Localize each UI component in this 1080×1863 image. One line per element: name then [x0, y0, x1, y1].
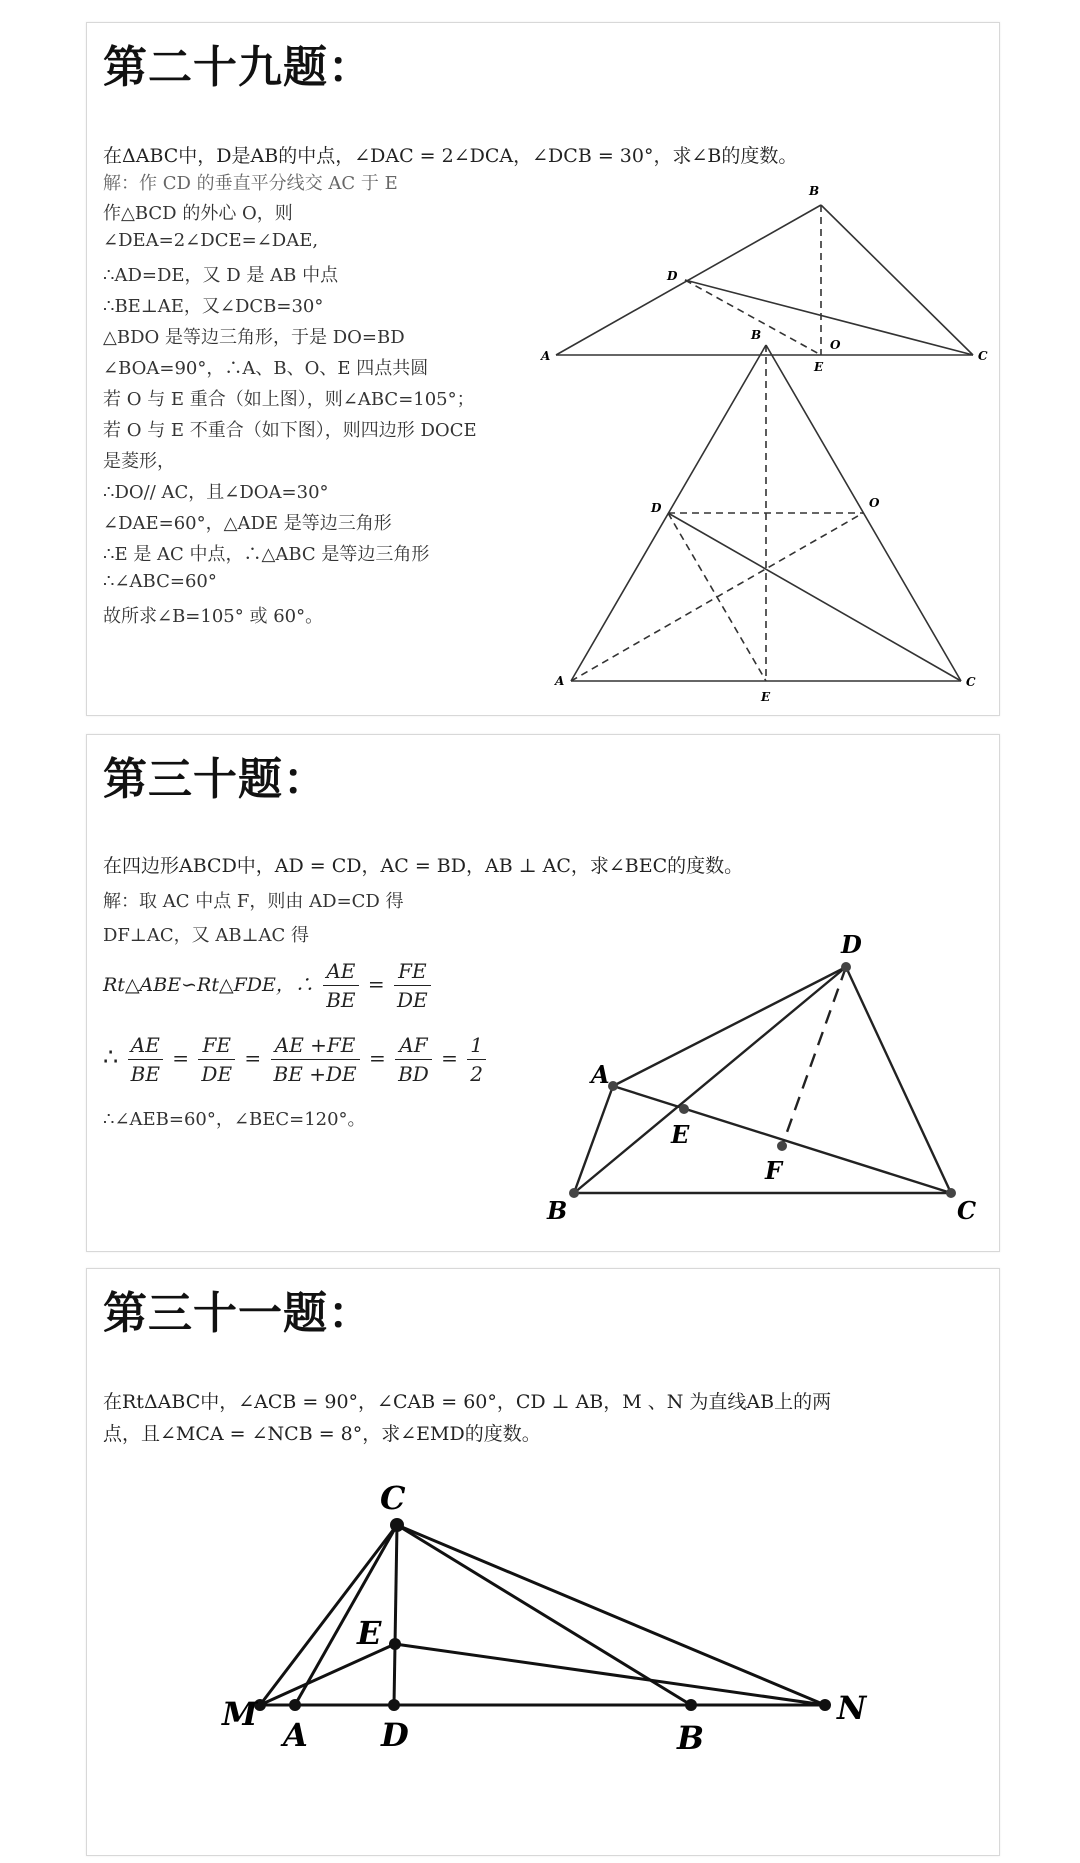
p29-solution-line-8: 若 O 与 E 重合（如上图），则∠ABC=105°； — [103, 389, 475, 410]
p29-f1-label-b: B — [809, 184, 820, 198]
p29-solution-line-6: △BDO 是等边三角形，于是 DO=BD — [103, 327, 405, 348]
p31-point-a — [289, 1699, 301, 1711]
p29-solution-line-2: 作△BCD 的外心 O，则 — [103, 203, 293, 224]
p31-label-e: E — [357, 1614, 382, 1652]
p31-point-c — [390, 1518, 404, 1532]
p29-f1-label-d: D — [667, 269, 678, 283]
p30-point-c — [946, 1188, 956, 1198]
p30-solution-line-2: DF⊥AC，又 AB⊥AC 得 — [103, 925, 309, 946]
p29-f2-label-a: A — [555, 674, 565, 688]
p29-f1-segment-bc — [821, 205, 973, 355]
p31-figure — [87, 1269, 999, 1855]
p30-equals: = — [441, 1046, 458, 1070]
p31-segment-cd — [394, 1525, 397, 1705]
p29-f1-segment-dc — [685, 280, 973, 355]
problem-31-card — [86, 1268, 1000, 1856]
p29-f1-label-o: O — [830, 338, 841, 352]
p29-f2-label-o: O — [869, 496, 880, 510]
problem-30-card — [86, 734, 1000, 1252]
p30-label-e: E — [671, 1120, 690, 1149]
p30-point-f — [777, 1141, 787, 1151]
p29-solution-line-4: ∴AD=DE，又 D 是 AB 中点 — [103, 265, 339, 286]
p30-label-f: F — [765, 1156, 783, 1185]
problem-31-statement-line-2: 点，且∠MCA = ∠NCB = 8°，求∠EMD的度数。 — [103, 1423, 541, 1445]
p30-label-c: C — [957, 1196, 977, 1225]
p29-solution-line-1: 解：作 CD 的垂直平分线交 AC 于 E — [103, 173, 398, 194]
problem-30-title: 第三十题： — [103, 754, 328, 805]
p29-solution-line-14: ∴∠ABC=60° — [103, 571, 217, 592]
p31-label-c: C — [380, 1479, 406, 1517]
p29-lower-figure — [571, 345, 961, 681]
p29-figures — [87, 23, 999, 715]
p31-point-b — [685, 1699, 697, 1711]
p29-f2-label-c: C — [966, 675, 976, 689]
p29-solution-line-11: ∴DO// AC，且∠DOA=30° — [103, 482, 329, 503]
problem-29-statement: 在ΔABC中，D是AB的中点，∠DAC = 2∠DCA，∠DCB = 30°，求∠B的度数。 — [103, 145, 798, 167]
p30-fraction: $\frac{FE}{DE}$ — [394, 957, 431, 1014]
p30-equals: = — [244, 1046, 262, 1070]
p31-point-n — [819, 1699, 831, 1711]
p29-f2-label-e: E — [761, 690, 771, 704]
p30-equals: = — [172, 1046, 190, 1070]
p31-label-b: B — [677, 1719, 705, 1757]
p30-label-a: A — [591, 1060, 610, 1089]
p29-solution-line-10: 是菱形， — [103, 451, 175, 472]
p29-f1-label-a: A — [541, 349, 551, 363]
p31-label-a: A — [283, 1716, 308, 1754]
p31-segment-cn — [397, 1525, 825, 1705]
p30-label-b: B — [547, 1196, 568, 1225]
problem-29-title: 第二十九题： — [103, 42, 373, 93]
p29-solution-line-3: ∠DEA=2∠DCE=∠DAE, — [103, 230, 319, 251]
p29-f2-segment-ao — [571, 513, 863, 681]
p30-therefore: ∴ — [103, 1043, 119, 1071]
p30-label-d: D — [841, 930, 862, 959]
p29-solution-line-15: 故所求∠B=105° 或 60°。 — [103, 606, 324, 627]
p31-label-d: D — [381, 1716, 409, 1754]
p30-equals: = — [368, 1046, 386, 1070]
p30-fraction: $\frac{FE}{DE}$ — [198, 1031, 235, 1088]
p31-label-m: M — [222, 1695, 258, 1733]
p29-solution-line-5: ∴BE⊥AE，又∠DCB=30° — [103, 296, 324, 317]
p29-f1-segment-de — [685, 280, 821, 355]
p29-solution-line-13: ∴E 是 AC 中点，∴△ABC 是等边三角形 — [103, 544, 430, 565]
p30-similar-text: Rt△ABE∽Rt△FDE，∴ — [103, 974, 314, 996]
p29-f2-label-b: B — [751, 328, 762, 342]
problem-29-card — [86, 22, 1000, 716]
p29-f2-segment-dc — [668, 513, 961, 681]
p30-point-e — [679, 1104, 689, 1114]
p31-segment-en — [395, 1644, 825, 1705]
p30-fraction: $\frac{AE +FE}{BE +DE}$ — [271, 1031, 360, 1088]
p29-f1-label-c: C — [978, 349, 988, 363]
p31-point-e — [389, 1638, 401, 1650]
p30-point-d — [841, 962, 851, 972]
p31-point-d — [388, 1699, 400, 1711]
p29-solution-line-12: ∠DAE=60°，△ADE 是等边三角形 — [103, 513, 392, 534]
p30-conclusion: ∴∠AEB=60°，∠BEC=120°。 — [103, 1109, 366, 1130]
p30-equals: = — [367, 972, 385, 996]
p31-segment-ca — [295, 1525, 397, 1705]
p29-f2-label-d: D — [651, 501, 662, 515]
p31-label-n: N — [837, 1689, 867, 1727]
p30-point-b — [569, 1188, 579, 1198]
p30-fraction: $\frac{AE}{BE}$ — [323, 957, 358, 1014]
p30-segment-cd — [846, 967, 951, 1193]
p29-upper-figure — [556, 205, 973, 355]
p30-figure — [87, 735, 999, 1251]
p30-segment-da — [613, 967, 846, 1086]
p30-fraction: $\frac{1}{2}$ — [467, 1031, 486, 1088]
p31-segment-cb — [397, 1525, 691, 1705]
p30-fraction: $\frac{AE}{BE}$ — [128, 1031, 163, 1088]
p29-f2-segment-bc — [766, 345, 961, 681]
p30-solution-line-1: 解：取 AC 中点 F，则由 AD=CD 得 — [103, 891, 404, 912]
p30-fraction: $\frac{AF}{BD}$ — [395, 1031, 432, 1088]
problem-31-title: 第三十一题： — [103, 1288, 373, 1339]
p31-segment-me — [260, 1644, 395, 1705]
problem-31-statement-line-1: 在RtΔABC中，∠ACB = 90°，∠CAB = 60°，CD ⊥ AB，M 、N 为直线AB上的两 — [103, 1391, 832, 1413]
p29-f1-label-e: E — [814, 360, 824, 374]
problem-30-statement: 在四边形ABCD中，AD = CD，AC = BD，AB ⊥ AC，求∠BEC的度数。 — [103, 855, 744, 877]
p29-solution-line-7: ∠BOA=90°，∴A、B、O、E 四点共圆 — [103, 358, 429, 379]
p29-solution-line-9: 若 O 与 E 不重合（如下图），则四边形 DOCE — [103, 420, 477, 441]
